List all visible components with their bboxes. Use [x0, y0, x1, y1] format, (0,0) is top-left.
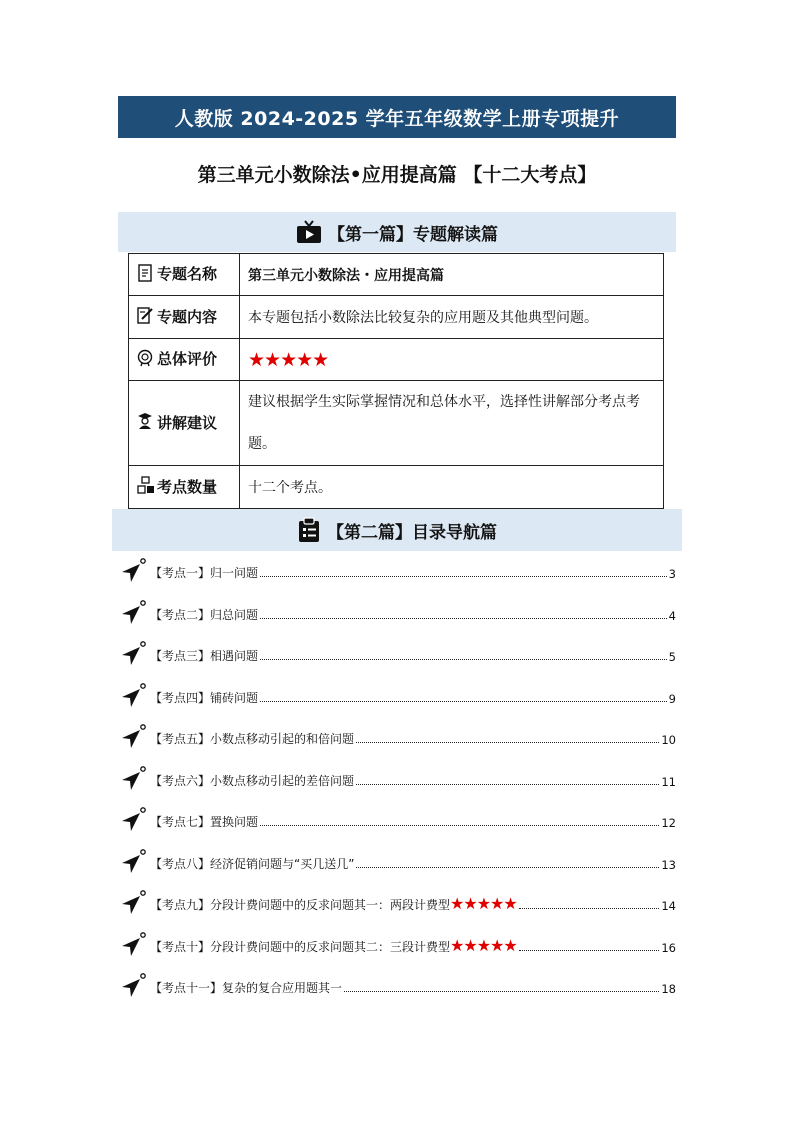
rating-stars: ★★★★★ — [248, 348, 329, 371]
toc-item-title: 【考点七】置换问题 — [150, 815, 259, 829]
row-label: 专题内容 — [157, 307, 218, 326]
toc-item-title: 【考点一】归一问题 — [150, 566, 259, 580]
topic-info-table — [128, 253, 664, 509]
pointer-arrow-icon — [120, 765, 150, 791]
toc-item[interactable] — [120, 638, 676, 666]
blocks-icon — [137, 476, 155, 498]
table-row — [129, 339, 664, 381]
row-value: 十二个考点。 — [240, 466, 664, 509]
toc-page-number: 16 — [661, 940, 676, 955]
toc-page-number: 5 — [668, 650, 676, 664]
toc-item[interactable] — [120, 555, 676, 583]
dot-leader — [356, 783, 659, 785]
clipboard-icon — [297, 517, 321, 543]
toc-page-number: 12 — [661, 816, 676, 830]
toc-item-title: 【考点六】小数点移动引起的差倍问题 — [150, 773, 355, 788]
toc-item-title: 【考点五】小数点移动引起的和倍问题 — [150, 732, 355, 746]
table-row — [129, 466, 664, 509]
row-value: 第三单元小数除法・应用提高篇 — [240, 254, 664, 296]
toc-item-title: 【考点十】分段计费问题中的反求问题其二：三段计费型★★★★★ — [150, 935, 517, 955]
pointer-arrow-icon — [120, 889, 150, 915]
teacher-icon — [137, 412, 155, 434]
row-label: 专题名称 — [157, 265, 218, 284]
toc-page-number: 14 — [661, 899, 676, 913]
dot-leader — [356, 866, 659, 868]
pointer-arrow-icon — [120, 640, 150, 666]
toc-item[interactable] — [120, 721, 676, 749]
toc-item[interactable] — [120, 929, 676, 957]
medal-icon — [137, 349, 155, 371]
toc-item-title: 【考点八】经济促销问题与“买几送几” — [150, 856, 355, 871]
dot-leader — [260, 658, 667, 660]
toc-page-number: 18 — [661, 982, 676, 996]
difficulty-stars: ★★★★★ — [450, 894, 517, 913]
dot-leader — [260, 700, 667, 702]
dot-leader — [356, 741, 659, 743]
document-icon — [137, 264, 155, 286]
difficulty-stars: ★★★★★ — [450, 935, 517, 955]
toc-item-title: 【考点三】相遇问题 — [150, 649, 259, 663]
toc-item[interactable] — [120, 970, 676, 998]
pointer-arrow-icon — [120, 557, 150, 583]
toc-item[interactable] — [120, 887, 676, 915]
dot-leader — [519, 907, 660, 909]
row-value: 建议根据学生实际掌握情况和总体水平，选择性讲解部分考点考题。 — [240, 381, 664, 466]
dot-leader — [260, 824, 659, 826]
document-subtitle: 第三单元小数除法•应用提高篇 【十二大考点】 — [197, 164, 597, 186]
pointer-arrow-icon — [120, 682, 150, 708]
table-row — [129, 381, 664, 466]
tv-icon — [296, 219, 322, 245]
toc-page-number: 13 — [661, 857, 676, 872]
pointer-arrow-icon — [120, 599, 150, 625]
toc-item-title: 【考点九】分段计费问题中的反求问题其一：两段计费型★★★★★ — [150, 894, 517, 913]
row-label: 考点数量 — [157, 477, 218, 496]
toc-page-number: 4 — [668, 608, 676, 623]
toc-item[interactable] — [120, 846, 676, 874]
pointer-arrow-icon — [120, 931, 150, 957]
toc-page-number: 3 — [668, 567, 676, 581]
toc-item[interactable] — [120, 804, 676, 832]
table-row — [129, 296, 664, 339]
toc-item-title: 【考点二】归总问题 — [150, 607, 259, 622]
pointer-arrow-icon — [120, 806, 150, 832]
pointer-arrow-icon — [120, 972, 150, 998]
toc-item[interactable] — [120, 763, 676, 791]
row-label: 讲解建议 — [157, 413, 218, 432]
table-row — [129, 254, 664, 296]
toc-item-title: 【考点四】铺砖问题 — [150, 690, 259, 705]
row-label: 总体评价 — [157, 350, 218, 369]
toc-item-title: 【考点十一】复杂的复合应用题其一 — [150, 981, 343, 995]
section-header-overview — [118, 212, 676, 252]
toc-page-number: 10 — [661, 733, 676, 747]
dot-leader — [344, 990, 659, 992]
dot-leader — [260, 617, 667, 619]
document-banner: 人教版 2024-2025 学年五年级数学上册专项提升 — [118, 96, 676, 138]
section-header-toc — [112, 509, 682, 551]
row-value: 本专题包括小数除法比较复杂的应用题及其他典型问题。 — [240, 296, 664, 339]
edit-icon — [137, 306, 155, 328]
dot-leader — [260, 575, 667, 577]
section-title: 【第二篇】目录导航篇 — [327, 522, 497, 543]
pointer-arrow-icon — [120, 723, 150, 749]
toc-page-number: 9 — [668, 691, 676, 706]
toc-page-number: 11 — [661, 774, 676, 789]
section-title: 【第一篇】专题解读篇 — [328, 224, 498, 245]
toc-item[interactable] — [120, 680, 676, 708]
dot-leader — [519, 949, 660, 951]
pointer-arrow-icon — [120, 848, 150, 874]
toc-item[interactable] — [120, 597, 676, 625]
